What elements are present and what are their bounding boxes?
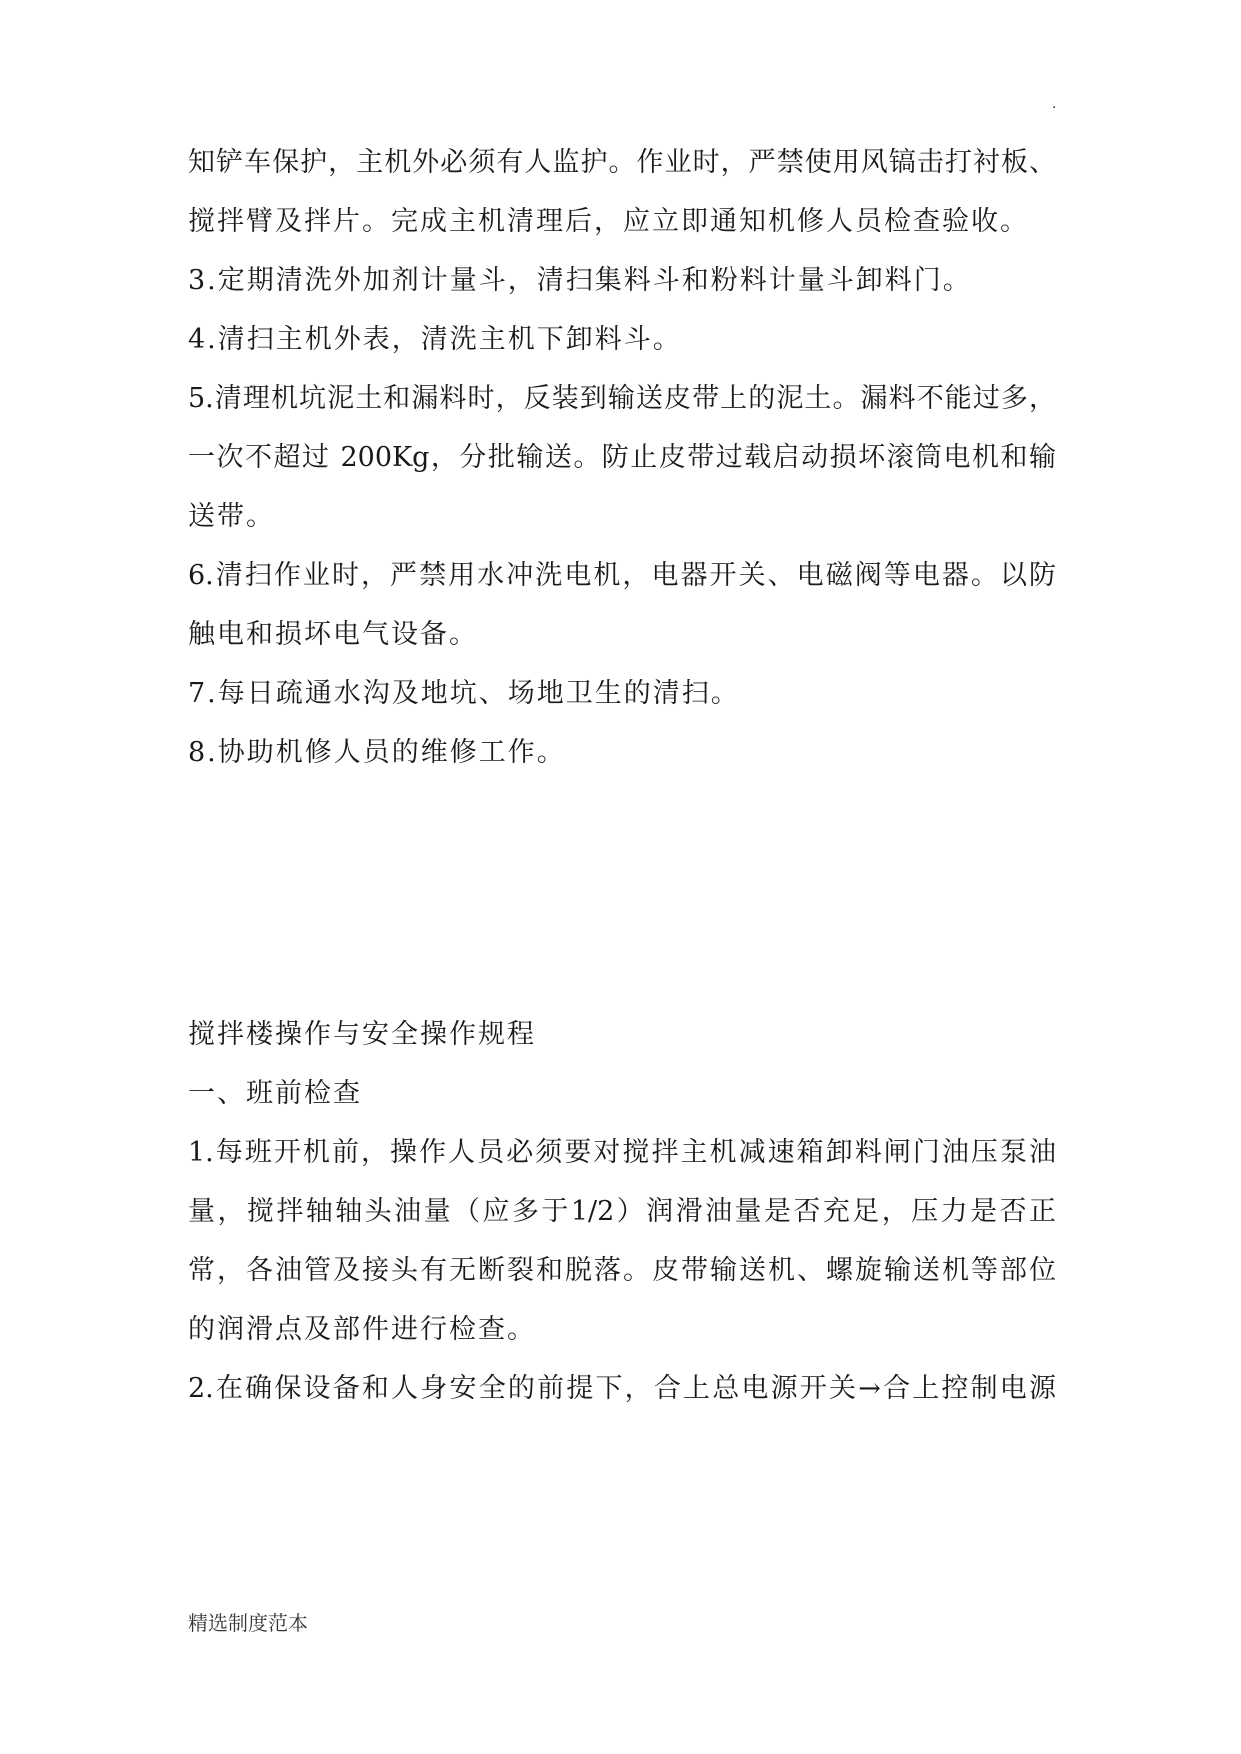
list-item-4: 4.清扫主机外表，清洗主机下卸料斗。 [188,324,682,355]
paragraph-line: 送带。 [188,501,275,532]
paragraph-line: 触电和损坏电气设备。 [188,619,478,650]
section-subheading: 一、班前检查 [188,1078,362,1109]
list-item-8: 8.协助机修人员的维修工作。 [188,737,566,768]
paragraph-line: 一次不超过 200Kg，分批输送。防止皮带过载启动损坏滚筒电机和输 [188,442,1056,473]
list-item-1: 1.每班开机前，操作人员必须要对搅拌主机减速箱卸料闸门油压泵油 [188,1137,1056,1168]
paragraph-line: 知铲车保护，主机外必须有人监护。作业时，严禁使用风镐击打衬板、 [188,147,1056,178]
page-footer: 精选制度范本 [188,1611,308,1635]
list-item-2: 2.在确保设备和人身安全的前提下，合上总电源开关→合上控制电源 [188,1373,1056,1404]
paragraph-line: 的润滑点及部件进行检查。 [188,1314,536,1345]
paragraph-line: 量，搅拌轴轴头油量（应多于1/2）润滑油量是否充足，压力是否正 [188,1196,1056,1227]
paragraph-line: 搅拌臂及拌片。完成主机清理后，应立即通知机修人员检查验收。 [188,206,1029,237]
paragraph-line: 常，各油管及接头有无断裂和脱落。皮带输送机、螺旋输送机等部位 [188,1255,1056,1286]
list-item-3: 3.定期清洗外加剂计量斗，清扫集料斗和粉料计量斗卸料门。 [188,265,972,296]
section-title: 搅拌楼操作与安全操作规程 [188,1019,536,1050]
list-item-7: 7.每日疏通水沟及地坑、场地卫生的清扫。 [188,678,740,709]
list-item-5: 5.清理机坑泥土和漏料时，反装到输送皮带上的泥土。漏料不能过多， [188,383,1056,414]
list-item-6: 6.清扫作业时，严禁用水冲洗电机，电器开关、电磁阀等电器。以防 [188,560,1056,591]
corner-mark: . [1052,96,1057,112]
